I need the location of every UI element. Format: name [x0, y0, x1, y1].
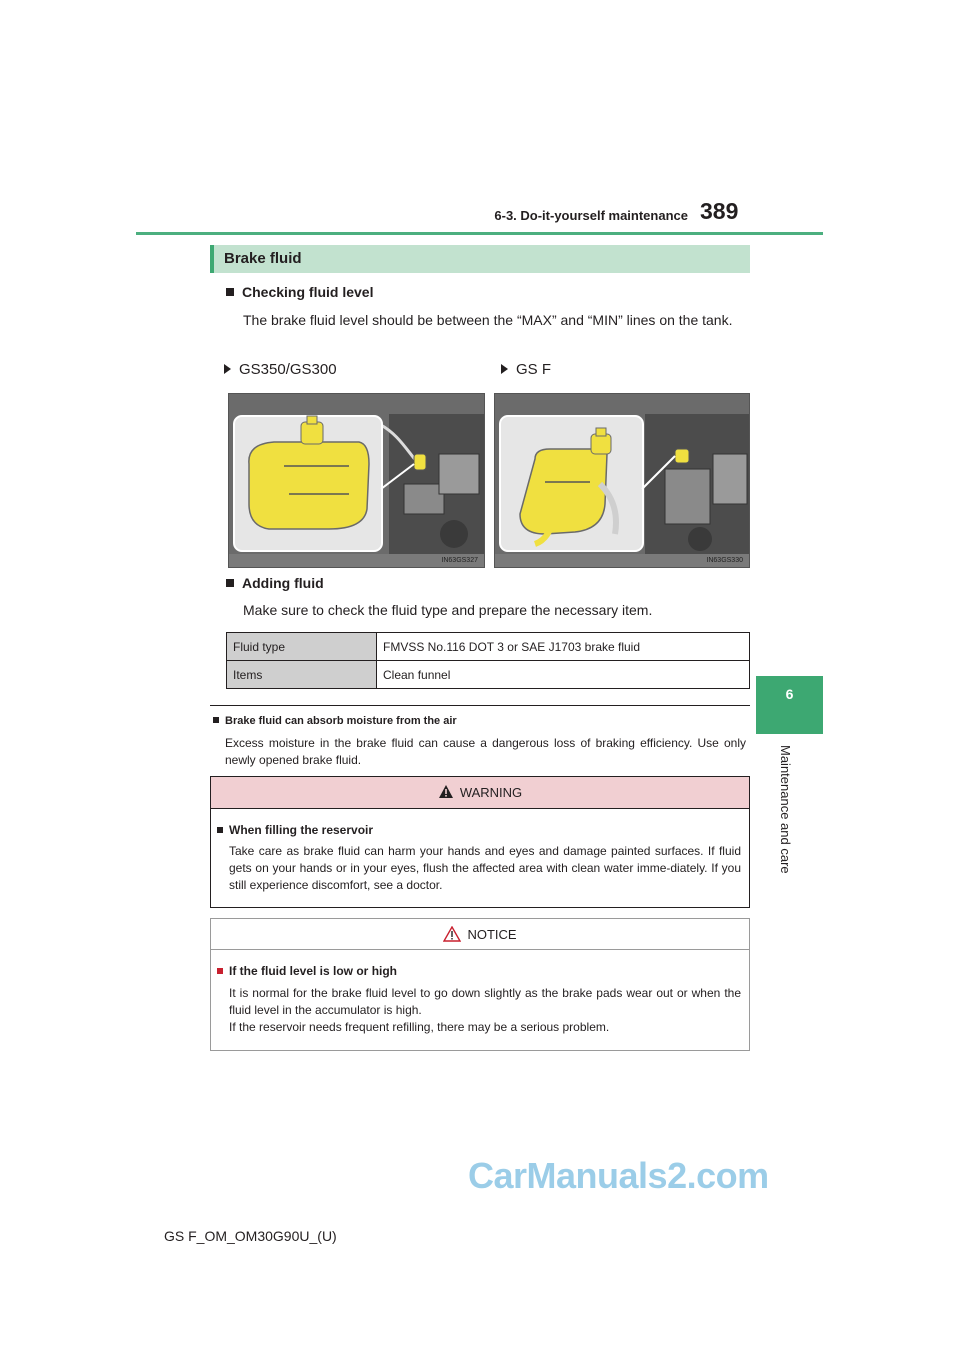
table-row	[227, 661, 750, 689]
watermark-logo: CarManuals2.com	[468, 1155, 769, 1196]
notice-heading-text: If the fluid level is low or high	[229, 964, 398, 978]
adding-heading-text: Adding fluid	[242, 575, 324, 591]
table-key: Fluid type	[227, 633, 377, 661]
notice-header	[211, 919, 749, 950]
note-divider	[210, 705, 750, 706]
notice-title	[211, 927, 749, 944]
warning-triangle-icon	[438, 784, 454, 799]
warning-heading-text: When filling the reservoir	[229, 823, 374, 837]
notice-text-1: It is normal for the brake fluid level to go down slightly as the brake pads wear out or when the fluid level in the accumulator is high.	[229, 986, 741, 1017]
checking-heading	[226, 284, 373, 300]
engine-photo-gsf	[494, 393, 750, 568]
arrow-right-icon	[224, 364, 231, 374]
checking-text: The brake fluid level should be between the “MAX” and “MIN” lines on the tank.	[243, 312, 733, 328]
notice-title-text: NOTICE	[467, 927, 517, 942]
adding-text: Make sure to check the fluid type and prepare the necessary item.	[243, 602, 653, 618]
variant-label-gsf	[501, 361, 551, 378]
engine-photo-gs350	[228, 393, 485, 568]
table-value: Clean funnel	[377, 661, 750, 689]
footer-doc-code: GS F_OM_OM30G90U_(U)	[164, 1228, 337, 1244]
warning-title	[211, 785, 749, 801]
chapter-tab	[756, 676, 823, 734]
warning-header	[211, 777, 749, 809]
variant-label-text: GS350/GS300	[239, 361, 337, 378]
notice-text-2: If the reservoir needs frequent refilling, there may be a serious problem.	[229, 1020, 610, 1034]
warning-title-text: WARNING	[459, 785, 523, 800]
bullet-square-icon	[226, 288, 234, 296]
note-heading-text: Brake fluid can absorb moisture from the air	[225, 715, 457, 727]
bullet-square-icon	[226, 579, 234, 587]
notice-triangle-icon	[443, 926, 461, 942]
chapter-title: Maintenance and care	[778, 745, 793, 874]
chapter-number: 6	[785, 686, 794, 702]
variant-label-gs350	[224, 361, 337, 378]
table-key: Items	[227, 661, 377, 689]
bullet-square-icon	[217, 968, 223, 974]
reservoir-illustration	[229, 394, 485, 568]
bullet-square-icon	[213, 717, 219, 723]
warning-heading	[217, 823, 373, 837]
warning-text: Take care as brake fluid can harm your hands and eyes and damage painted surfaces. If fluid gets on your hands or in your eyes, flush the affected area with clean water imme-diately. If you still experience discomfort, see a doctor.	[229, 844, 741, 892]
fluid-spec-table	[226, 632, 750, 689]
arrow-right-icon	[501, 364, 508, 374]
variant-label-text: GS F	[516, 361, 552, 378]
note-heading	[213, 715, 457, 727]
checking-heading-text: Checking fluid level	[242, 284, 374, 300]
adding-heading	[226, 575, 324, 591]
table-row	[227, 633, 750, 661]
table-value: FMVSS No.116 DOT 3 or SAE J1703 brake fluid	[377, 633, 750, 661]
running-header-section: 6-3. Do-it-yourself maintenance	[494, 208, 688, 223]
photo-code: IN63GS327	[441, 557, 478, 564]
reservoir-illustration	[495, 394, 750, 568]
bullet-square-icon	[217, 827, 223, 833]
warning-box	[210, 776, 750, 908]
notice-box	[210, 918, 750, 1051]
photo-code: IN63GS330	[706, 557, 743, 564]
note-text: Excess moisture in the brake fluid can cause a dangerous loss of braking efficiency. Use only newly opened brake fluid.	[225, 736, 746, 767]
page-number: 389	[700, 198, 739, 224]
notice-heading	[217, 964, 397, 978]
header-rule	[136, 232, 823, 235]
section-title: Brake fluid	[224, 250, 302, 267]
section-title-bar	[210, 245, 750, 273]
chapter-title-vertical	[778, 745, 798, 885]
